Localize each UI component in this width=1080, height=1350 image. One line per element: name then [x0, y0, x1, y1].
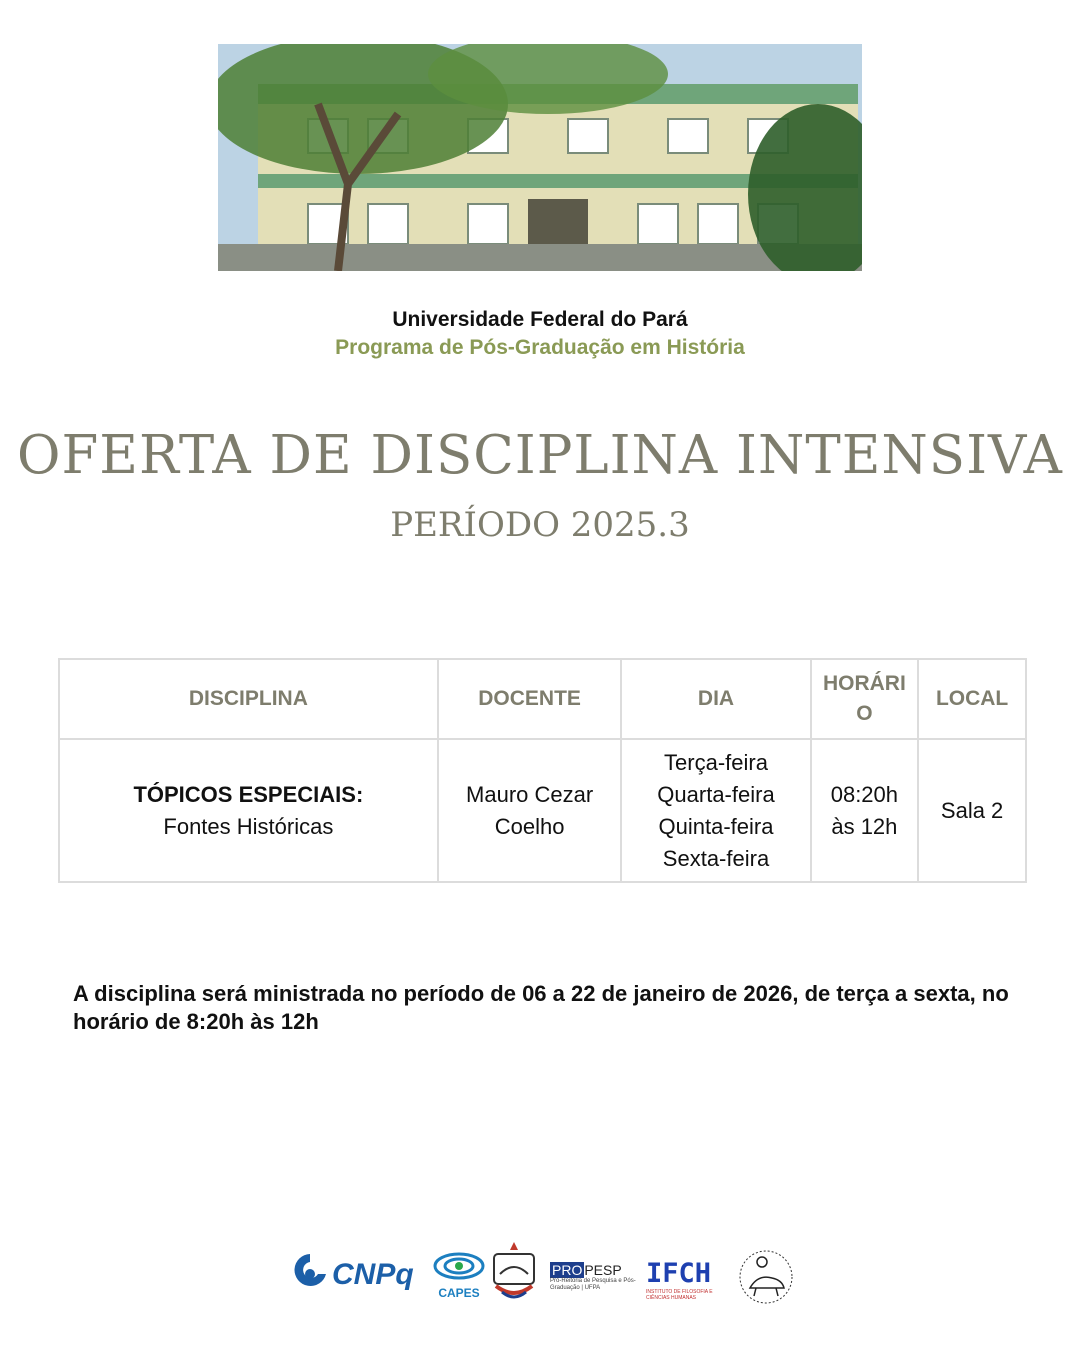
course-table	[58, 658, 1027, 883]
docente-line: Mauro Cezar	[466, 781, 594, 807]
horario-line: às 12h	[831, 813, 898, 839]
cell-disciplina	[59, 739, 438, 882]
university-name: Universidade Federal do Pará	[392, 308, 688, 331]
ifch-logo	[646, 1258, 730, 1301]
dia-item: Sexta-feira	[662, 845, 770, 871]
horario-line: 08:20h	[830, 781, 899, 807]
sponsor-logos	[290, 1240, 800, 1310]
ifch-text: IFCH	[646, 1258, 712, 1289]
ufpa-crest-logo	[488, 1240, 540, 1304]
propesp-logo	[550, 1262, 642, 1298]
dia-item: Terça-feira	[664, 749, 768, 775]
header-docente: DOCENTE	[438, 659, 622, 739]
cnpq-logo	[290, 1250, 428, 1295]
docente-line: Coelho	[494, 813, 565, 839]
cnpq-text: CNPq	[332, 1258, 414, 1291]
disciplina-name: Fontes Históricas	[163, 813, 334, 839]
capes-logo	[432, 1244, 486, 1300]
page-title: OFERTA DE DISCIPLINA INTENSIVA	[17, 425, 1063, 486]
ifch-subtitle: INSTITUTO DE FILOSOFIA E CIÊNCIAS HUMANAS	[646, 1289, 713, 1301]
header-horario: HORÁRIO	[811, 659, 919, 739]
cnpq-icon	[290, 1250, 330, 1295]
history-faculty-seal-logo	[736, 1248, 796, 1306]
propesp-rest: PESP	[584, 1262, 622, 1278]
ufpa-crest-icon	[488, 1240, 540, 1304]
cell-horario	[811, 739, 919, 882]
table-header-row	[59, 659, 1026, 739]
dia-item: Quinta-feira	[658, 813, 774, 839]
capes-text: CAPES	[438, 1286, 480, 1300]
seal-icon	[736, 1248, 796, 1306]
cell-docente	[438, 739, 622, 882]
cell-dia	[621, 739, 810, 882]
dia-item: Quarta-feira	[657, 781, 775, 807]
table-row	[59, 739, 1026, 882]
disciplina-title: TÓPICOS ESPECIAIS:	[133, 781, 364, 807]
header-dia: DIA	[621, 659, 810, 739]
cell-local: Sala 2	[918, 739, 1026, 882]
period-subtitle: PERÍODO 2025.3	[390, 505, 690, 545]
propesp-box: PRO	[552, 1262, 583, 1278]
capes-icon	[432, 1244, 486, 1286]
building-photo	[218, 44, 862, 271]
program-name: Programa de Pós-Graduação em História	[335, 336, 745, 359]
schedule-note: A disciplina será ministrada no período de 06 a 22 de janeiro de 2026, de terça a sexta, no horário de 8:20h às 12h	[73, 981, 1009, 1034]
propesp-subtitle: Pró-Reitoria de Pesquisa e Pós-Graduação | UFPA	[550, 1278, 636, 1291]
header-disciplina: DISCIPLINA	[59, 659, 438, 739]
header-local: LOCAL	[918, 659, 1026, 739]
